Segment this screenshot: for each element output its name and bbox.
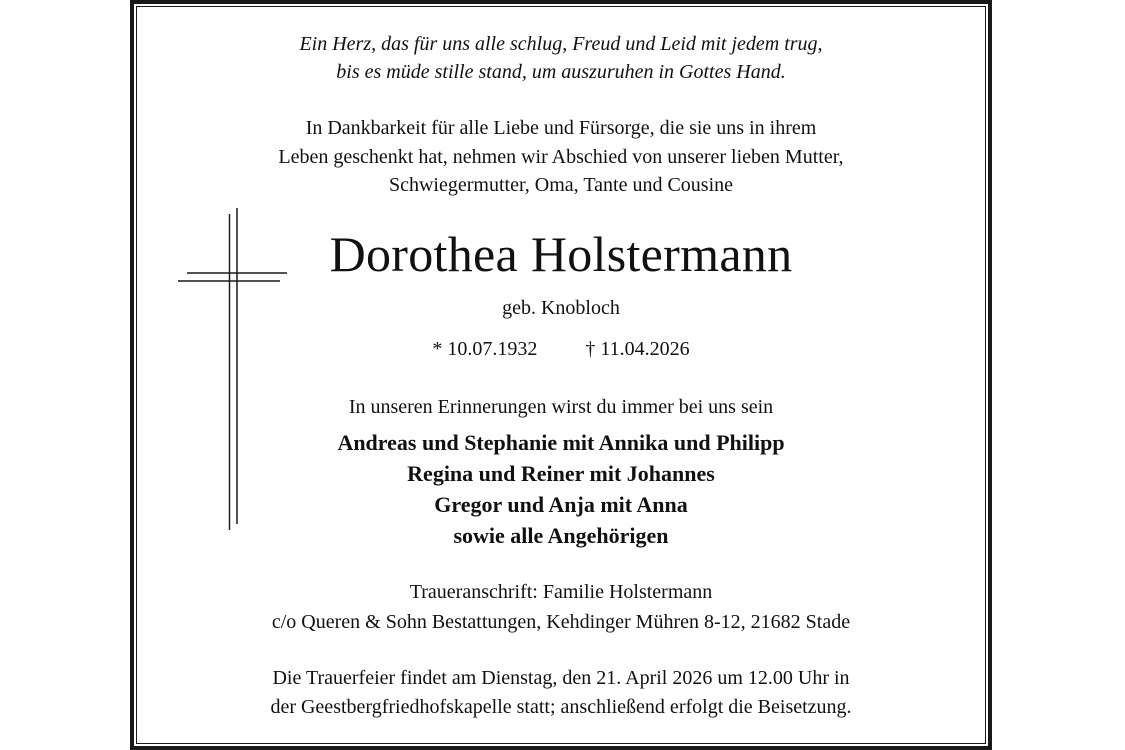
- deceased-name: Dorothea Holstermann: [329, 226, 793, 282]
- mourner-line-2: Regina und Reiner mit Johannes: [407, 461, 715, 486]
- mourner-line-4: sowie alle Angehörigen: [453, 523, 669, 548]
- intro-line-2: Leben geschenkt hat, nehmen wir Abschied von unserer lieben Mutter,: [278, 146, 844, 168]
- intro-line-1: In Dankbarkeit für alle Liebe und Fürsorge, die sie uns in ihrem: [305, 117, 817, 139]
- intro-line-3: Schwiegermutter, Oma, Tante und Cousine: [388, 174, 734, 196]
- motto-line-1: Ein Herz, das für uns alle schlug, Freud und Leid mit jedem trug,: [299, 33, 823, 55]
- obituary-content: [140, 0, 982, 750]
- address-line-1: Traueranschrift: Familie Holstermann: [409, 581, 713, 603]
- mourner-line-1: Andreas und Stephanie mit Annika und Philipp: [337, 430, 785, 455]
- ceremony-line-1: Die Trauerfeier findet am Dienstag, den 21. April 2026 um 12.00 Uhr in: [272, 667, 850, 689]
- death-date: † 11.04.2026: [585, 338, 690, 360]
- ceremony-line-2: der Geestbergfriedhofskapelle statt; anschließend erfolgt die Beisetzung.: [270, 696, 852, 718]
- life-dates: [140, 336, 982, 362]
- maiden-name: geb. Knobloch: [502, 297, 620, 319]
- mourner-line-3: Gregor und Anja mit Anna: [434, 492, 688, 517]
- address-line-2: c/o Queren & Sohn Bestattungen, Kehdinger Mühren 8-12, 21682 Stade: [271, 611, 851, 633]
- memory-line: In unseren Erinnerungen wirst du immer bei uns sein: [348, 396, 774, 418]
- motto-line-2: bis es müde stille stand, um auszuruhen in Gottes Hand.: [336, 61, 786, 83]
- birth-date: * 10.07.1932: [432, 338, 538, 360]
